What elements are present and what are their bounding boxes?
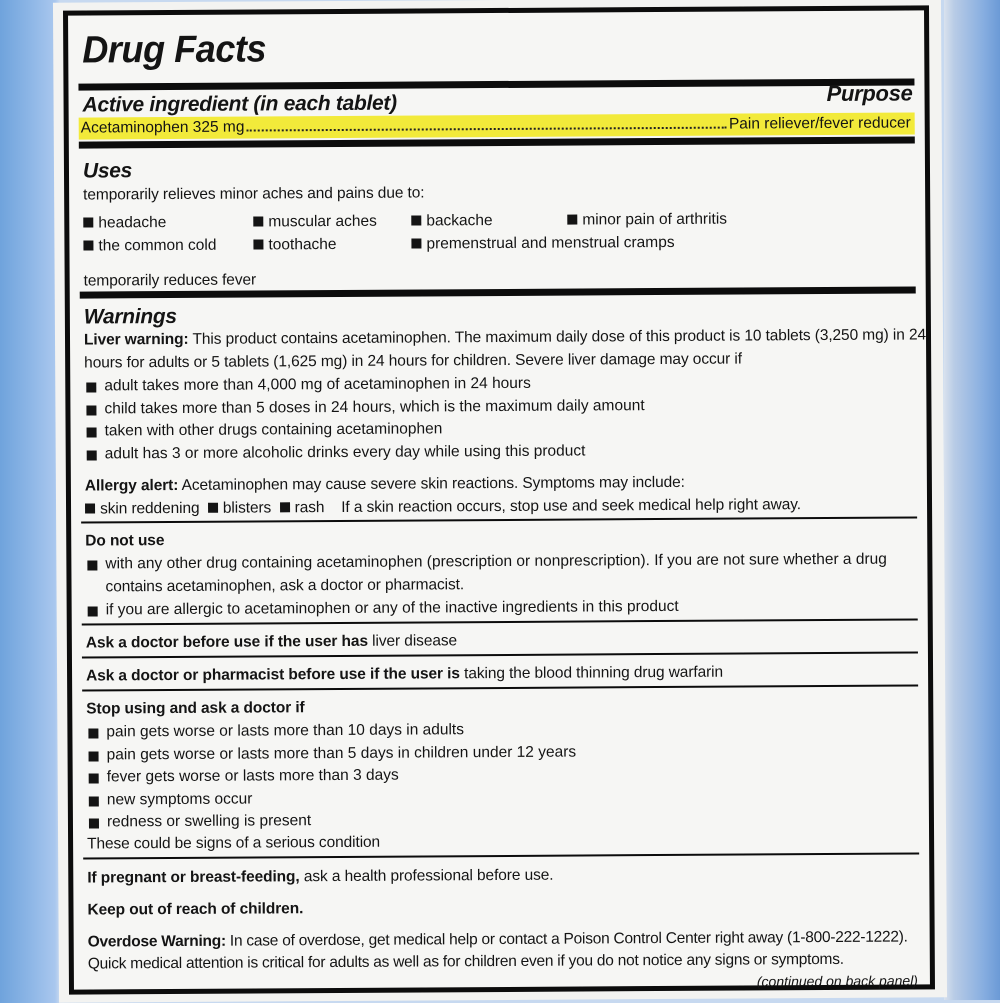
list-item: pain gets worse or lasts more than 10 days in adults [86, 719, 576, 744]
do-not-use-heading: Do not use [85, 532, 165, 550]
list-item: premenstrual and menstrual cramps [411, 235, 426, 253]
ingredient-name: Acetaminophen 325 mg [80, 118, 245, 137]
ingredient-row [79, 112, 915, 139]
stop-using-list [86, 719, 576, 834]
liver-warning-line-1: Liver warning: This product contains acetaminophen. The maximum daily dose of this product is 10 tablets (3,250 mg) in 24 [83, 326, 927, 349]
uses-intro: temporarily relieves minor aches and pains due to: [83, 184, 425, 204]
active-ingredient-heading: Active ingredient (in each tablet) [82, 91, 397, 117]
pregnancy-warning: If pregnant or breast-feeding, ask a health professional before use. [87, 866, 554, 887]
list-item: fever gets worse or lasts more than 3 days [87, 764, 577, 789]
ingredient-purpose: Pain reliever/fever reducer [728, 114, 911, 133]
keep-out-warning: Keep out of reach of children. [87, 900, 304, 919]
warnings-heading: Warnings [83, 304, 177, 329]
divider [78, 78, 914, 90]
list-item: with any other drug containing acetaminophen (prescription or nonprescription). If you are not sure whether a drug [85, 549, 887, 576]
continued-note: (continued on back panel) [756, 972, 918, 990]
do-not-use-list-2 [86, 596, 679, 622]
list-item: muscular aches [253, 213, 268, 231]
list-item: taken with other drugs containing acetaminophen [85, 417, 645, 443]
list-item: adult takes more than 4,000 mg of acetaminophen in 24 hours [84, 372, 644, 398]
drug-facts-panel [63, 5, 935, 994]
ask-doctor: Ask a doctor before use if the user has liver disease [85, 632, 458, 652]
liver-warning-line-2: hours for adults or 5 tablets (1,625 mg) in 24 hours for children. Severe liver damage may occur if [84, 350, 742, 372]
drug-facts-label [53, 0, 947, 1003]
list-item: redness or swelling is present [87, 809, 577, 834]
list-item: headache [83, 214, 98, 232]
liver-warning-list [84, 372, 645, 465]
stop-using-heading: Stop using and ask a doctor if [86, 699, 305, 718]
list-item: the common cold [83, 237, 98, 255]
background-edge [944, 0, 1000, 1000]
list-item: backache [411, 212, 426, 230]
page-title: Drug Facts [82, 28, 267, 72]
purpose-heading: Purpose [826, 80, 913, 106]
leader-dots [246, 116, 727, 131]
ask-pharmacist: Ask a doctor or pharmacist before use if the user is taking the blood thinning drug warfarin [86, 663, 724, 685]
list-item: adult has 3 or more alcoholic drinks every day while using this product [85, 440, 645, 466]
list-item: pain gets worse or lasts more than 5 days in children under 12 years [86, 741, 576, 766]
uses-list [79, 210, 779, 264]
list-item: child takes more than 5 doses in 24 hours, which is the maximum daily amount [84, 395, 644, 421]
allergy-alert: Allergy alert: Acetaminophen may cause severe skin reactions. Symptoms may include: [84, 473, 685, 495]
allergy-symptoms: skin reddening blisters rash If a skin reaction occurs, stop use and seek medical help right away. [85, 494, 801, 520]
list-item: if you are allergic to acetaminophen or any of the inactive ingredients in this product [86, 596, 679, 622]
do-not-use-continuation: contains acetaminophen, ask a doctor or pharmacist. [105, 576, 465, 596]
stop-using-tail: These could be signs of a serious condition [87, 833, 381, 853]
do-not-use-list [85, 549, 887, 576]
uses-fever: temporarily reduces fever [83, 271, 257, 290]
list-item: toothache [253, 236, 268, 254]
overdose-warning-line-2: Quick medical attention is critical for adults as well as for children even if you do not notice any signs or symptoms. [87, 950, 844, 973]
overdose-warning: Overdose Warning: In case of overdose, get medical help or contact a Poison Control Center right away (1-800-222-1222). [87, 928, 908, 951]
list-item: minor pain of arthritis [567, 211, 582, 229]
uses-heading: Uses [82, 159, 133, 183]
list-item: new symptoms occur [87, 786, 577, 811]
